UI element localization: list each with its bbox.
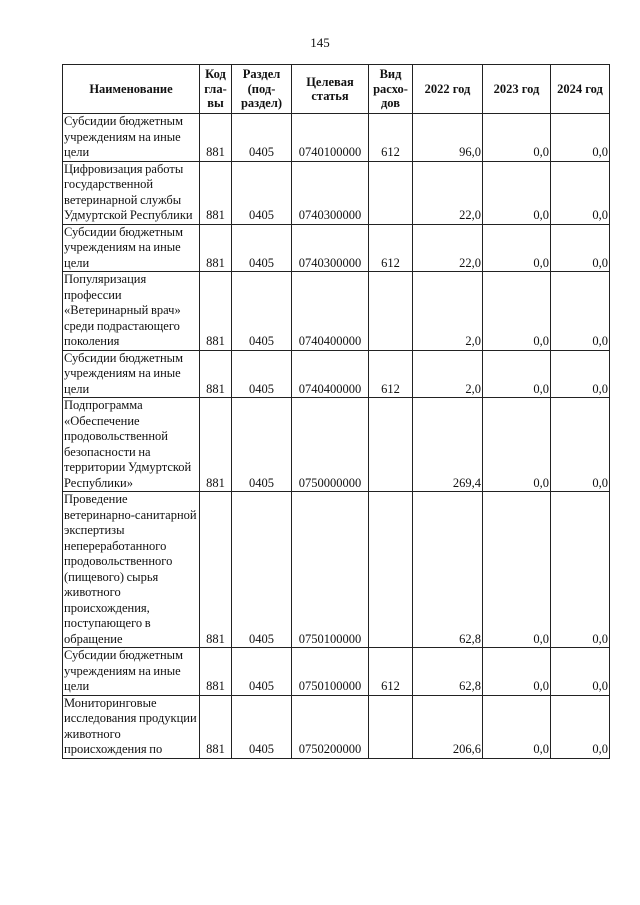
row-expense-type (369, 161, 413, 224)
row-2023: 0,0 (483, 492, 551, 648)
row-section: 0405 (232, 350, 292, 398)
row-code: 881 (200, 224, 232, 272)
row-target: 0750100000 (292, 648, 369, 696)
row-expense-type (369, 398, 413, 492)
header-section: Раздел (под-раздел) (232, 65, 292, 114)
table-row (63, 272, 610, 351)
row-name: Цифровизация работы государственной ветеринарной службы Удмуртской Республики (63, 161, 200, 224)
row-name: Субсидии бюджетным учреждениям на иные цели (63, 224, 200, 272)
row-section: 0405 (232, 272, 292, 351)
row-2023: 0,0 (483, 161, 551, 224)
row-2024: 0,0 (551, 398, 610, 492)
row-code: 881 (200, 272, 232, 351)
row-name: Субсидии бюджетным учреждениям на иные цели (63, 114, 200, 162)
row-2024: 0,0 (551, 272, 610, 351)
row-name: Субсидии бюджетным учреждениям на иные цели (63, 350, 200, 398)
row-expense-type: 612 (369, 648, 413, 696)
table-row (63, 114, 610, 162)
row-2023: 0,0 (483, 224, 551, 272)
header-expense-type: Вид расхо-дов (369, 65, 413, 114)
row-2024: 0,0 (551, 161, 610, 224)
row-target: 0750100000 (292, 492, 369, 648)
row-target: 0740300000 (292, 161, 369, 224)
header-2022: 2022 год (413, 65, 483, 114)
row-expense-type (369, 492, 413, 648)
row-2022: 206,6 (413, 695, 483, 758)
row-2024: 0,0 (551, 492, 610, 648)
table-row (63, 224, 610, 272)
row-2023: 0,0 (483, 695, 551, 758)
table-row (63, 350, 610, 398)
row-2022: 269,4 (413, 398, 483, 492)
row-expense-type (369, 695, 413, 758)
header-name: Наименование (63, 65, 200, 114)
row-section: 0405 (232, 398, 292, 492)
row-target: 0750200000 (292, 695, 369, 758)
row-expense-type: 612 (369, 114, 413, 162)
row-code: 881 (200, 492, 232, 648)
row-2024: 0,0 (551, 350, 610, 398)
row-2022: 2,0 (413, 350, 483, 398)
row-2022: 22,0 (413, 224, 483, 272)
header-target: Целевая статья (292, 65, 369, 114)
table-row (63, 492, 610, 648)
table-row (63, 161, 610, 224)
row-section: 0405 (232, 648, 292, 696)
table-header (63, 65, 610, 114)
row-code: 881 (200, 648, 232, 696)
row-code: 881 (200, 114, 232, 162)
row-target: 0740400000 (292, 350, 369, 398)
page-number: 145 (310, 35, 330, 50)
row-name: Проведение ветеринарно-санитарной экспертизы непереработанного продовольственного (пищевого) сырья животного происхождения, поступающего в обращение (63, 492, 200, 648)
row-2023: 0,0 (483, 114, 551, 162)
table-row (63, 695, 610, 758)
row-2023: 0,0 (483, 272, 551, 351)
row-2024: 0,0 (551, 224, 610, 272)
header-2024: 2024 год (551, 65, 610, 114)
row-2022: 62,8 (413, 648, 483, 696)
row-expense-type (369, 272, 413, 351)
row-section: 0405 (232, 161, 292, 224)
row-2023: 0,0 (483, 350, 551, 398)
row-code: 881 (200, 398, 232, 492)
row-2024: 0,0 (551, 695, 610, 758)
row-name: Субсидии бюджетным учреждениям на иные цели (63, 648, 200, 696)
row-code: 881 (200, 695, 232, 758)
row-section: 0405 (232, 114, 292, 162)
row-target: 0740100000 (292, 114, 369, 162)
row-section: 0405 (232, 492, 292, 648)
table-row (63, 648, 610, 696)
row-2024: 0,0 (551, 114, 610, 162)
row-name: Подпрограмма «Обеспечение продовольственной безопасности на территории Удмуртской Республики» (63, 398, 200, 492)
row-section: 0405 (232, 695, 292, 758)
row-name: Мониторинговые исследования продукции животного происхождения по (63, 695, 200, 758)
budget-table (62, 64, 610, 759)
table-row (63, 398, 610, 492)
row-target: 0750000000 (292, 398, 369, 492)
row-2022: 96,0 (413, 114, 483, 162)
row-2022: 2,0 (413, 272, 483, 351)
row-2024: 0,0 (551, 648, 610, 696)
table-body (63, 114, 610, 759)
row-target: 0740400000 (292, 272, 369, 351)
row-target: 0740300000 (292, 224, 369, 272)
header-2023: 2023 год (483, 65, 551, 114)
row-2023: 0,0 (483, 648, 551, 696)
row-code: 881 (200, 161, 232, 224)
row-2022: 62,8 (413, 492, 483, 648)
row-code: 881 (200, 350, 232, 398)
row-expense-type: 612 (369, 350, 413, 398)
row-expense-type: 612 (369, 224, 413, 272)
row-2023: 0,0 (483, 398, 551, 492)
header-code: Код гла-вы (200, 65, 232, 114)
row-section: 0405 (232, 224, 292, 272)
row-name: Популяризация профессии «Ветеринарный врач» среди подрастающего поколения (63, 272, 200, 351)
row-2022: 22,0 (413, 161, 483, 224)
header-row (63, 65, 610, 114)
